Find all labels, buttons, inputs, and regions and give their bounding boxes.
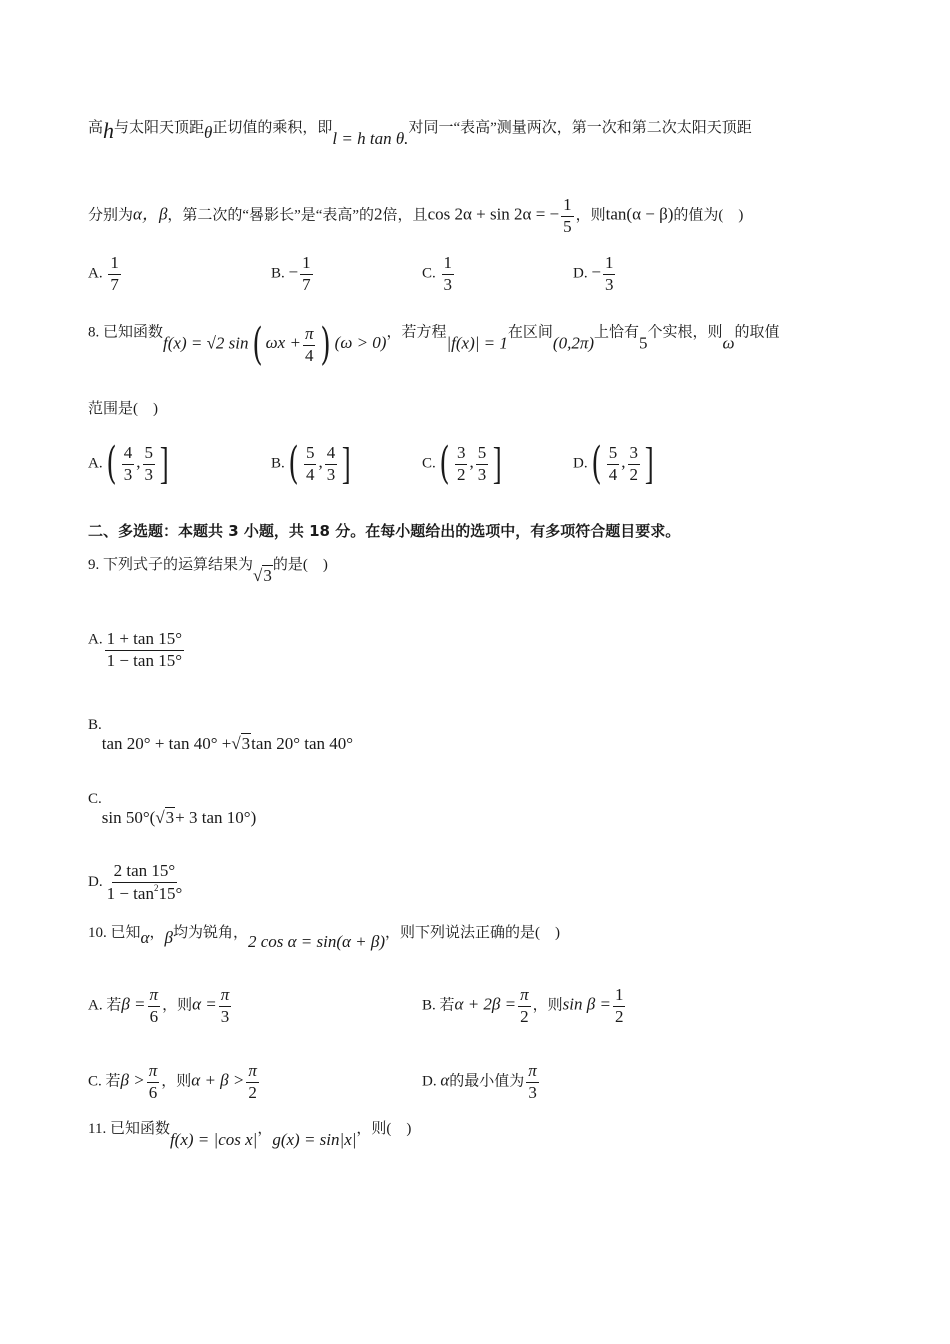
q10-beta: β xyxy=(164,928,173,947)
frac-den: 3 xyxy=(123,464,133,484)
option-expr: α = xyxy=(192,994,217,1014)
option-text: 的最小值为 xyxy=(449,1073,525,1090)
frac-den: 3 xyxy=(477,464,487,484)
frac-den: 6 xyxy=(149,1006,159,1026)
section-score: 18 xyxy=(309,522,330,540)
frac-num: 1 xyxy=(561,196,574,217)
option-label: B. xyxy=(88,717,102,733)
q9-stem: 9. 下列式子的运算结果为√3的是( ) xyxy=(88,557,328,585)
big-paren-left: ( xyxy=(591,438,602,489)
option-frac-a xyxy=(304,444,317,484)
q7-line1 xyxy=(88,120,752,147)
q11-f: f(x) = |cos x| xyxy=(169,1130,258,1149)
q7-option-b xyxy=(271,254,315,294)
q8-line1 xyxy=(88,319,780,370)
frac-den: 2 xyxy=(614,1006,624,1026)
option-expr: sin 50°( xyxy=(101,808,156,827)
q8-option-c: C.( $\frac{3}{2}$ , $\frac{5}{3}$ ] xyxy=(422,438,502,489)
option-sign: − xyxy=(288,262,299,282)
frac-num: π xyxy=(147,1062,160,1083)
q11-text: ，则( ) xyxy=(356,1121,412,1137)
q8-text: ，若方程 xyxy=(386,324,447,341)
q8-inner: ωx + xyxy=(265,333,301,353)
big-bracket-right: ] xyxy=(342,439,351,488)
frac-den: 6 xyxy=(148,1082,158,1102)
q7-text: 正切值的乘积，即 xyxy=(212,120,333,136)
option-expr: β > xyxy=(120,1070,145,1090)
frac-den-sup: 2 xyxy=(153,882,159,893)
frac-den: 2 xyxy=(629,464,639,484)
frac-den: 2 xyxy=(248,1082,257,1102)
frac-den: 5 xyxy=(563,216,572,236)
q7-text: 对同一“表高”测量两次，第一次和第二次太阳天顶距 xyxy=(408,120,752,136)
frac-den: 3 xyxy=(604,274,614,294)
frac-num: 3 xyxy=(628,444,641,465)
option-fraction xyxy=(526,1062,539,1102)
option-text: ，则 xyxy=(532,997,563,1014)
big-paren-left: ( xyxy=(106,438,117,489)
q8-five: 5 xyxy=(639,333,648,353)
frac-den: 3 xyxy=(326,464,336,484)
option-fraction xyxy=(147,1062,160,1102)
option-label: C. xyxy=(422,265,436,282)
option-label: C. xyxy=(422,455,436,472)
q9-option-c: C.sin 50°(√3+ 3 tan 10°) xyxy=(88,791,257,827)
q7-text: ，则 xyxy=(575,207,606,224)
q9-text: 的是( ) xyxy=(272,557,328,573)
big-bracket-right: ] xyxy=(493,439,502,488)
option-expr: α + 2β = xyxy=(454,994,517,1014)
option-frac-b xyxy=(325,444,338,484)
option-fraction xyxy=(613,986,626,1026)
frac-num: 3 xyxy=(455,444,468,465)
q11-text: 11. 已知函数 xyxy=(88,1121,170,1137)
frac-den: 4 xyxy=(305,464,315,484)
option-fraction xyxy=(603,254,616,294)
q8-function: f(x) = √2 sin xyxy=(163,333,249,353)
option-frac-a xyxy=(122,444,135,484)
frac-den: 3 xyxy=(443,274,453,294)
option-label: B. 若 xyxy=(422,997,455,1014)
frac-den: 2 xyxy=(456,464,466,484)
frac-num: 5 xyxy=(304,444,317,465)
q8-option-b: B.( $\frac{5}{4}$ , $\frac{4}{3}$ ] xyxy=(271,438,351,489)
option-frac-b xyxy=(143,444,156,484)
option-fraction xyxy=(105,862,185,903)
section-text: 分。在每小题给出的选项中，有多项符合题目要求。 xyxy=(330,522,681,540)
frac-num: 5 xyxy=(143,444,156,465)
frac-num: 2 tan 15° xyxy=(112,862,178,883)
q7-text: 高 xyxy=(88,120,104,136)
option-fraction xyxy=(300,254,313,294)
frac-num: 4 xyxy=(122,444,135,465)
q10-option-a xyxy=(88,986,233,1026)
option-expr: α + β > xyxy=(191,1070,245,1090)
frac-num: π xyxy=(219,986,232,1007)
q8-text: 个实根，则 xyxy=(647,324,723,341)
q10-text: ， xyxy=(149,925,165,941)
q7-two: 2 xyxy=(374,204,383,224)
q9-sqrt-three: 3 xyxy=(263,566,272,585)
q10-option-d xyxy=(422,1062,541,1102)
frac-num: π xyxy=(303,325,316,346)
option-label: D. xyxy=(573,265,588,282)
frac-den: 1 − tan 15° xyxy=(106,650,182,670)
q8-condition: (ω > 0) xyxy=(334,333,387,353)
section-heading xyxy=(88,520,680,541)
option-expr: sin β = xyxy=(562,994,611,1014)
q7-text: 倍，且 xyxy=(382,207,428,224)
frac-num: π xyxy=(246,1062,259,1083)
option-sign: − xyxy=(591,262,601,282)
option-expr: tan 20° tan 40° xyxy=(251,734,354,753)
option-label: A. xyxy=(88,631,103,648)
q9-option-b: B.tan 20° + tan 40° +√3tan 20° tan 40° xyxy=(88,717,354,753)
frac-den: 2 xyxy=(520,1006,529,1026)
option-fraction xyxy=(219,986,232,1026)
option-frac-b xyxy=(628,444,641,484)
frac-den: 4 xyxy=(304,345,314,365)
frac-num: 5 xyxy=(476,444,489,465)
option-label: A. 若 xyxy=(88,997,122,1014)
frac-num: 1 xyxy=(613,986,626,1007)
q7-condition: cos 2α + sin 2α = − xyxy=(427,204,560,224)
q7-text: 分别为 xyxy=(88,207,134,224)
option-text: ，则 xyxy=(162,997,193,1014)
q10-condition: 2 cos α = sin(α + β) xyxy=(247,932,386,951)
frac-den: 3 xyxy=(528,1082,537,1102)
big-paren-left: ( xyxy=(288,438,299,489)
frac-num: 4 xyxy=(325,444,338,465)
frac-num: 5 xyxy=(607,444,620,465)
q10-text: 10. 已知 xyxy=(88,925,141,941)
q9-option-d xyxy=(88,862,186,903)
q7-formula: l = h tan θ. xyxy=(332,129,409,148)
option-expr: tan 20° + tan 40° + xyxy=(101,734,232,753)
frac-num: 1 + tan 15° xyxy=(105,630,184,651)
q7-alpha-beta: α，β xyxy=(133,204,168,224)
q7-line2 xyxy=(88,196,743,236)
q8-omega: ω xyxy=(722,333,735,353)
option-label: A. xyxy=(88,455,103,472)
option-frac-a xyxy=(607,444,620,484)
q10-text: 均为锐角， xyxy=(172,925,248,941)
q8-pi-frac xyxy=(303,325,316,365)
q7-fraction xyxy=(561,196,574,236)
q7-target: tan(α − β) xyxy=(605,204,674,224)
frac-num: 1 xyxy=(108,254,121,275)
frac-den: 3 xyxy=(144,464,154,484)
frac-num: π xyxy=(518,986,531,1007)
q8-equation: |f(x)| = 1 xyxy=(446,333,508,353)
option-label: B. xyxy=(271,265,285,282)
frac-num: 1 xyxy=(603,254,616,275)
frac-den: 7 xyxy=(110,274,119,294)
q9-text: 9. 下列式子的运算结果为 xyxy=(88,557,254,573)
frac-den: 1 − tan xyxy=(106,883,154,903)
section-text: 小题，共 xyxy=(238,522,310,540)
option-fraction xyxy=(105,630,184,670)
frac-den: 3 xyxy=(220,1006,230,1026)
frac-num: π xyxy=(148,986,161,1007)
q8-line2: 范围是( ) xyxy=(88,401,158,417)
option-fraction xyxy=(108,254,121,294)
option-label: D. xyxy=(422,1073,437,1090)
big-bracket-right: ] xyxy=(644,439,654,488)
q8-text: 8. 已知函数 xyxy=(88,324,164,341)
q10-option-b xyxy=(422,986,627,1026)
frac-den: 4 xyxy=(608,464,618,484)
option-label: C. 若 xyxy=(88,1073,121,1090)
option-label: B. xyxy=(271,455,285,472)
q7-h: h xyxy=(103,118,115,143)
q11-text: ， xyxy=(257,1121,273,1137)
frac-num: 1 xyxy=(442,254,455,275)
q7-option-a xyxy=(88,254,123,294)
frac-den: 15° xyxy=(158,883,183,903)
option-frac-a xyxy=(455,444,468,484)
section-count: 3 xyxy=(228,522,239,540)
option-fraction xyxy=(246,1062,259,1102)
q7-text: ，第二次的“晷影长”是“表高”的 xyxy=(167,207,375,224)
option-expr: α xyxy=(440,1070,450,1090)
q7-option-d xyxy=(573,254,617,294)
option-expr: β = xyxy=(121,994,146,1014)
frac-num: π xyxy=(526,1062,539,1083)
frac-num: 1 xyxy=(300,254,313,275)
q7-option-c xyxy=(422,254,456,294)
big-bracket-right: ] xyxy=(159,439,169,488)
q10-stem xyxy=(88,926,560,950)
option-text: ，则 xyxy=(161,1073,192,1090)
q7-text: 与太阳天顶距 xyxy=(114,120,205,136)
option-label: D. xyxy=(573,455,588,472)
q10-alpha: α xyxy=(140,928,150,947)
q11-g: g(x) = sin|x| xyxy=(272,1130,357,1149)
q7-theta: θ xyxy=(204,123,213,142)
q9-option-a xyxy=(88,630,186,670)
q8-text: 在区间 xyxy=(507,324,553,341)
q7-text: 的值为( ) xyxy=(673,207,744,224)
q8-text: 的取值 xyxy=(734,324,780,341)
option-label: D. xyxy=(88,874,103,891)
option-expr: + 3 tan 10°) xyxy=(175,808,257,827)
option-label: C. xyxy=(88,791,102,807)
frac-den: 7 xyxy=(302,274,311,294)
option-fraction xyxy=(518,986,531,1026)
q8-text: 上恰有 xyxy=(594,324,640,341)
big-paren-right: ) xyxy=(320,319,332,370)
q10-option-c xyxy=(88,1062,261,1102)
big-paren-left: ( xyxy=(251,319,263,370)
option-fraction xyxy=(148,986,161,1026)
option-fraction xyxy=(442,254,455,294)
option-frac-b xyxy=(476,444,489,484)
q11-stem xyxy=(88,1122,411,1148)
q10-text: ，则下列说法正确的是( ) xyxy=(385,925,561,941)
big-paren-left: ( xyxy=(439,438,450,489)
section-text: 二、多选题：本题共 xyxy=(88,522,229,540)
q8-interval: (0,2π) xyxy=(552,333,594,353)
q8-option-d: D.( $\frac{5}{4}$ , $\frac{3}{2}$ ] xyxy=(573,438,654,489)
option-label: A. xyxy=(88,265,103,282)
q8-option-a: A.( $\frac{4}{3}$ , $\frac{5}{3}$ ] xyxy=(88,438,169,489)
